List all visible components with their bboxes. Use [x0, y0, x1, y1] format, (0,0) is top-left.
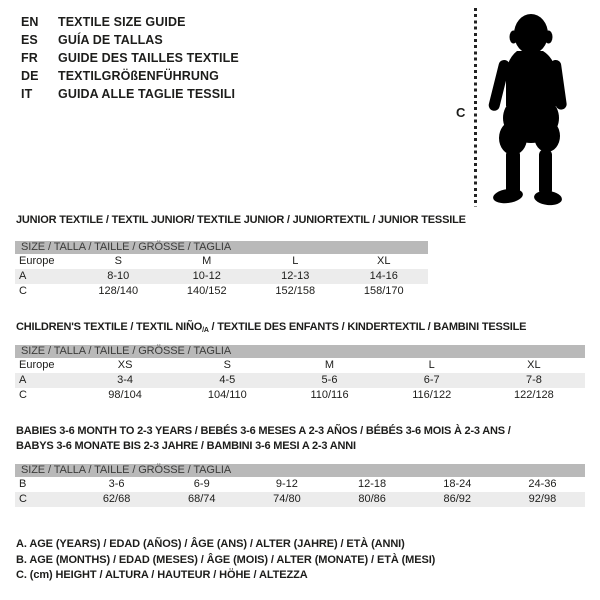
cell: 8-10 — [107, 270, 130, 282]
table-row-age — [15, 269, 428, 284]
row-label: Europe — [19, 359, 55, 371]
cell: 9-12 — [275, 478, 298, 490]
cell: M — [324, 359, 335, 371]
cell: 110/116 — [310, 389, 349, 401]
cell: XL — [377, 255, 391, 267]
lang-title: GUIDA ALLE TAGLIE TESSILI — [58, 87, 236, 101]
cell: 12-13 — [281, 270, 310, 282]
lang-title: TEXTILGRÖßENFÜHRUNG — [58, 69, 219, 83]
cell: 98/104 — [108, 389, 142, 401]
cell: 86/92 — [443, 493, 472, 505]
cell: L — [428, 359, 435, 371]
lang-title: GUIDE DES TAILLES TEXTILE — [58, 51, 239, 65]
footnote-a: A. AGE (YEARS) / EDAD (AÑOS) / ÂGE (ANS) / ALTER (JAHRE) / ETÀ (ANNI) — [16, 538, 405, 550]
babies-size-table — [15, 464, 585, 507]
cell: XL — [527, 359, 541, 371]
cell: 92/98 — [528, 493, 557, 505]
baby-silhouette — [484, 6, 576, 208]
children-section-title — [16, 321, 526, 334]
height-measure-label: C — [456, 105, 466, 120]
cell: 24-36 — [528, 478, 557, 490]
cell: 10-12 — [192, 270, 221, 282]
title-line1: BABIES 3-6 MONTH TO 2-3 YEARS / BEBÉS 3-6 MESES A 2-3 AÑOS / BÉBÉS 3-6 MOIS À 2-3 ANS / — [16, 425, 511, 437]
lang-code: FR — [21, 51, 38, 65]
cell: 74/80 — [273, 493, 301, 505]
lang-code: DE — [21, 69, 39, 83]
cell: 5-6 — [321, 374, 338, 386]
size-header-row: SIZE / TALLA / TAILLE / GRÖSSE / TAGLIA — [15, 464, 585, 477]
row-label: B — [19, 478, 27, 490]
table-row-europe — [15, 358, 585, 373]
cell: 122/128 — [514, 389, 554, 401]
footnote-b: B. AGE (MONTHS) / EDAD (MESES) / ÂGE (MOIS) / ALTER (MONATE) / ETÀ (MESI) — [16, 553, 436, 566]
table-row-age — [15, 373, 585, 388]
language-guide — [21, 13, 239, 103]
row-label: A — [19, 374, 27, 386]
size-header-row: SIZE / TALLA / TAILLE / GRÖSSE / TAGLIA — [15, 241, 428, 254]
cell: 128/140 — [98, 285, 139, 297]
table-row-height — [15, 388, 585, 403]
title-pre: CHILDREN'S TEXTILE / TEXTIL NIÑO — [16, 321, 203, 333]
row-label: Europe — [19, 255, 55, 267]
title-sub: /A — [202, 327, 209, 334]
lang-title: TEXTILE SIZE GUIDE — [58, 15, 186, 29]
row-label: C — [19, 493, 27, 505]
lang-row-fr — [21, 49, 239, 67]
lang-code: ES — [21, 33, 38, 47]
cell: 140/152 — [186, 285, 227, 297]
cell: 80/86 — [358, 493, 386, 505]
lang-title: GUÍA DE TALLAS — [58, 33, 163, 47]
lang-code: IT — [21, 87, 33, 101]
cell: 3-4 — [117, 374, 134, 386]
title-line2: BABYS 3-6 MONATE BIS 2-3 JAHRE / BAMBINI 3-6 MESI A 2-3 ANNI — [16, 440, 356, 452]
height-measure-dashed-line — [474, 8, 477, 207]
cell: 3-6 — [108, 478, 125, 490]
row-label: C — [19, 389, 27, 401]
junior-section-title: JUNIOR TEXTILE / TEXTIL JUNIOR/ TEXTILE JUNIOR / JUNIORTEXTIL / JUNIOR TESSILE — [16, 214, 466, 226]
cell: 152/158 — [275, 285, 316, 297]
lang-row-en — [21, 13, 239, 31]
table-row-europe — [15, 254, 428, 269]
cell: 68/74 — [187, 493, 216, 505]
cell: S — [114, 255, 122, 267]
table-row-height — [15, 492, 585, 507]
cell: 6-9 — [193, 478, 210, 490]
title-post: / TEXTILE DES ENFANTS / KINDERTEXTIL / BAMBINI TESSILE — [208, 321, 527, 333]
cell: 12-18 — [358, 478, 387, 490]
size-header-row: SIZE / TALLA / TAILLE / GRÖSSE / TAGLIA — [15, 345, 585, 358]
cell: 6-7 — [423, 374, 440, 386]
cell: 116/122 — [412, 389, 452, 401]
table-row-age-months — [15, 477, 585, 492]
cell: 62/68 — [102, 493, 131, 505]
footnote-c: C. (cm) HEIGHT / ALTURA / HAUTEUR / HÖHE / ALTEZZA — [16, 569, 308, 581]
junior-size-table — [15, 241, 428, 299]
cell: 104/110 — [207, 389, 247, 401]
row-label: A — [19, 270, 27, 282]
cell: S — [223, 359, 231, 371]
babies-section-title — [16, 424, 511, 454]
cell: XS — [117, 359, 133, 371]
lang-code: EN — [21, 15, 39, 29]
cell: 18-24 — [443, 478, 472, 490]
cell: L — [292, 255, 299, 267]
row-label: C — [19, 285, 27, 297]
lang-row-de — [21, 67, 239, 85]
cell: 4-5 — [219, 374, 236, 386]
table-row-height — [15, 284, 428, 299]
children-size-table — [15, 345, 585, 403]
cell: 7-8 — [525, 374, 542, 386]
cell: M — [202, 255, 212, 267]
lang-row-it — [21, 85, 239, 103]
lang-row-es — [21, 31, 239, 49]
footnotes — [16, 537, 435, 584]
cell: 14-16 — [369, 270, 398, 282]
cell: 158/170 — [363, 285, 404, 297]
